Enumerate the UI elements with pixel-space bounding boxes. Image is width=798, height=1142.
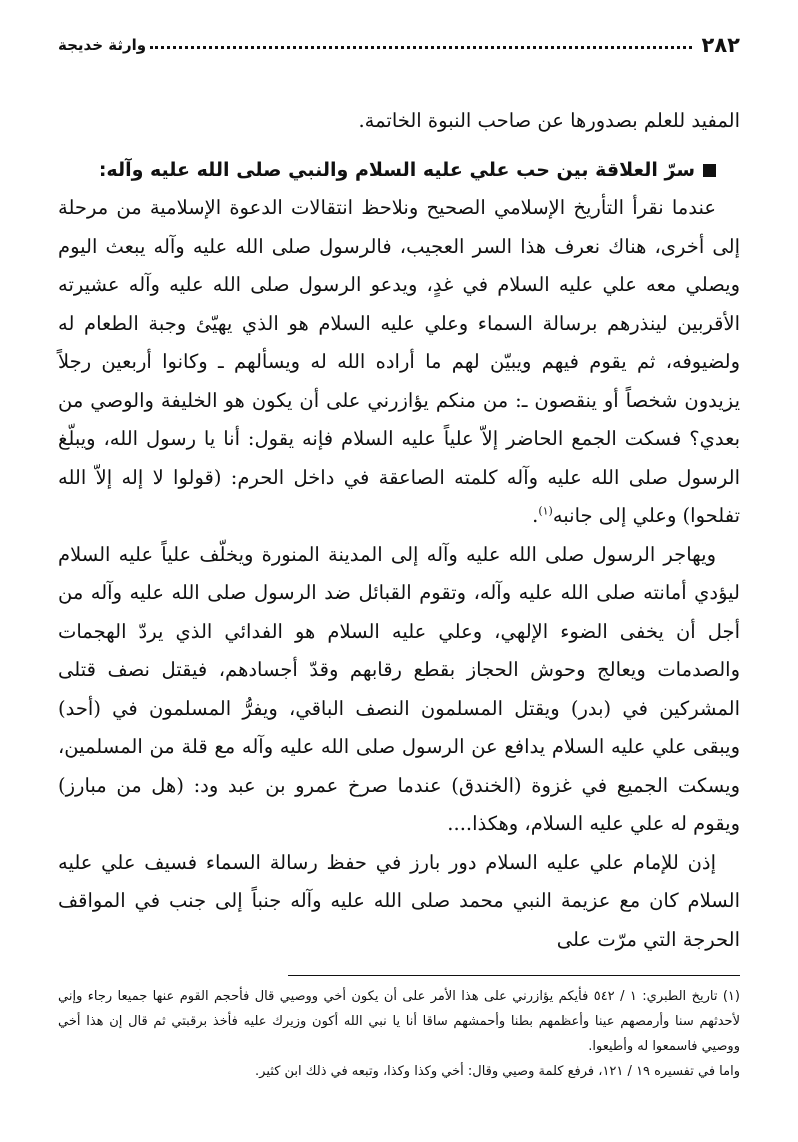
footnote-1-continued: واما في تفسيره ١٩ / ١٢١، فرفع كلمة وصيي وقال: أخي وكذا وكذا، وتبعه في ذلك ابن كثير. [255,1064,740,1079]
footnote-1: (١) تاريخ الطبري: ١ / ٥٤٢ فأيكم يؤازرني على هذا الأمر على أن يكون أخي ووصيي قال فأحجم القوم عنها جميعا رجاء وإني لأحدثهم سنا وأرمصهم عينا وأعظمهم بطنا وأحمشهم ساقا أنا يا نبي الله أكون وزيرك عليه فأخذ برقبتي ثم قال إن هذا أخي ووصيي فاسمعوا له وأطيعوا. [58,989,740,1054]
main-text [58,102,740,959]
paragraph-1-text: عندما نقرأ التأريخ الإسلامي الصحيح ونلاحظ انتقالات الدعوة الإسلامية من مرحلة إلى أخرى، هناك نعرف هذا السر العجيب، فالرسول صلى الله عليه وآله يبعث اليوم ويصلي معه علي عليه السلام في غدٍ، ويدعو الرسول صلى الله عليه وآله عشيرته الأقربين لينذرهم برسالة السماء وعلي عليه السلام هو الذي يهيّئ وجبة الطعام له ولضيوفه، ثم يقوم فيهم ويبيّن لهم ما أراده الله له ويسألهم ـ وكانوا أربعين رجلاً يزيدون شخصاً أو ينقصون ـ: من منكم يؤازرني على أن يكون هو الخليفة والوصي من بعدي؟ فسكت الجمع الحاضر إلاّ علياً عليه السلام فإنه يقول: أنا يا رسول الله، ويبلّغ الرسول صلى الله عليه وآله كلمته الصاعقة في داخل الحرم: (قولوا لا إله إلاّ الله تفلحوا) وعلي إلى جانبه [58,196,740,527]
paragraph [58,189,740,536]
section-heading [58,151,740,190]
footnotes [58,984,740,1084]
running-header [58,30,740,60]
dotted-leader [150,38,691,49]
paragraph-1-end: . [532,504,539,527]
footnote-separator [288,975,740,976]
footnote-reference: (١) [538,504,553,518]
section-heading-text: سرّ العلاقة بين حب علي عليه السلام والنبي صلى الله عليه وآله: [98,158,695,181]
chapter-title: وارثة خديجة [58,36,147,54]
black-square-icon [703,164,716,177]
paragraph: ويهاجر الرسول صلى الله عليه وآله إلى المدينة المنورة ويخلّف علياً عليه السلام ليؤدي أمانته صلى الله عليه وآله، وتقوم القبائل ضد الرسول صلى الله عليه وآله من أجل أن يخفى الضوء الإلهي، وعلي عليه السلام هو الفدائي الذي يردّ الهجمات والصدمات ويعالج وحوش الحجاز بقطع رقابهم وقدّ أجسادهم، فيقتل نصف قتلى المشركين في (بدر) ويقتل المسلمون النصف الباقي، ويفرُّ المسلمون في (أحد) ويبقى علي عليه السلام يدافع عن الرسول صلى الله عليه وآله مع قلة من المسلمين، ويسكت الجميع في غزوة (الخندق) عندما صرخ عمرو بن عبد ود: (هل من مبارز) ويقوم له علي عليه السلام، وهكذا.... [58,542,740,835]
paragraph: إذن للإمام علي عليه السلام دور بارز في حفظ رسالة السماء فسيف علي عليه السلام كان مع عزيمة النبي محمد صلى الله عليه وآله جنباً إلى جنب في المواقف الحرجة التي مرّت على [58,850,740,951]
page-number: ٢٨٢ [701,33,740,57]
opening-line: المفيد للعلم بصدورها عن صاحب النبوة الخاتمة. [358,109,740,132]
